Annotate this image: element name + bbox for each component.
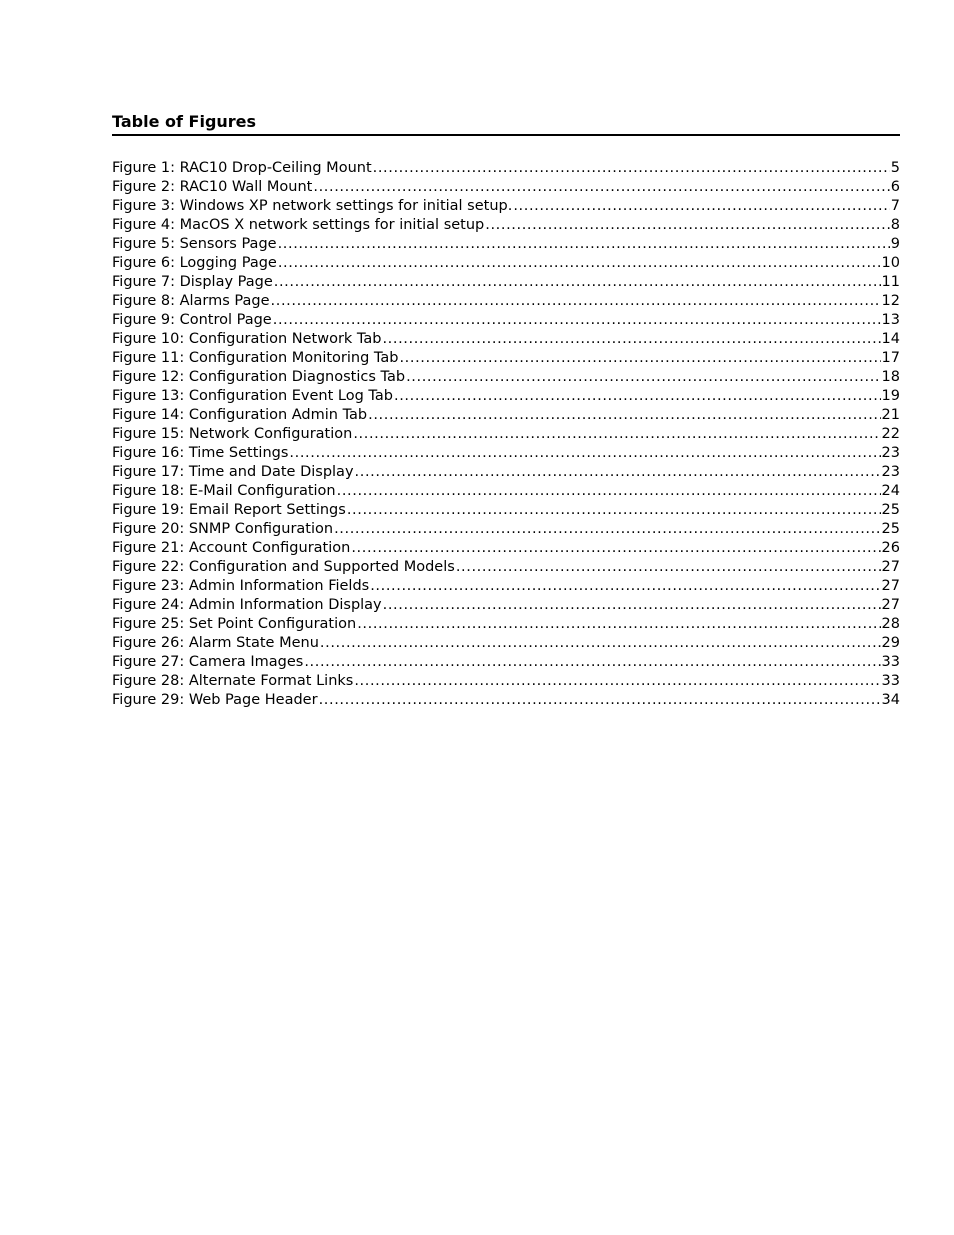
toc-entry-page-number: 11	[881, 274, 900, 290]
toc-entry-page-number: 28	[881, 616, 900, 632]
toc-entry[interactable]	[112, 406, 900, 425]
toc-entry-page-number: 9	[890, 236, 900, 252]
toc-entry-page-number: 29	[881, 635, 900, 651]
toc-entry[interactable]	[112, 254, 900, 273]
toc-entry-label: Figure 27: Camera Images	[112, 654, 304, 670]
toc-entry-page-number: 25	[881, 521, 900, 537]
toc-entry[interactable]	[112, 615, 900, 634]
toc-entry-page-number: 7	[890, 198, 900, 214]
dot-leader	[304, 653, 880, 672]
dot-leader	[485, 216, 890, 235]
toc-entry[interactable]	[112, 482, 900, 501]
toc-entry[interactable]	[112, 425, 900, 444]
dot-leader	[373, 159, 890, 178]
toc-entry-page-number: 27	[881, 578, 900, 594]
dot-leader	[278, 254, 881, 273]
toc-entry[interactable]	[112, 539, 900, 558]
toc-entry[interactable]	[112, 463, 900, 482]
toc-entry[interactable]	[112, 368, 900, 387]
dot-leader	[394, 387, 881, 406]
dot-leader	[383, 596, 881, 615]
toc-entry[interactable]	[112, 330, 900, 349]
toc-entry[interactable]	[112, 634, 900, 653]
toc-entry[interactable]	[112, 444, 900, 463]
toc-entry-label: Figure 29: Web Page Header	[112, 692, 318, 708]
toc-entry-label: Figure 5: Sensors Page	[112, 236, 277, 252]
dot-leader	[370, 577, 880, 596]
dot-leader	[278, 235, 890, 254]
toc-entry-label: Figure 16: Time Settings	[112, 445, 289, 461]
dot-leader	[368, 406, 880, 425]
dot-leader	[347, 501, 881, 520]
dot-leader	[271, 292, 881, 311]
toc-entry[interactable]	[112, 159, 900, 178]
toc-entry-label: Figure 12: Configuration Diagnostics Tab	[112, 369, 406, 385]
toc-entry-label: Figure 21: Account Configuration	[112, 540, 351, 556]
dot-leader	[273, 311, 881, 330]
toc-entry-page-number: 19	[881, 388, 900, 404]
toc-entry-page-number: 6	[890, 179, 900, 195]
toc-entry-page-number: 23	[881, 464, 900, 480]
toc-entry[interactable]	[112, 216, 900, 235]
dot-leader	[313, 178, 889, 197]
toc-entry-page-number: 5	[890, 160, 900, 176]
toc-entry-page-number: 13	[881, 312, 900, 328]
toc-entry-label: Figure 11: Configuration Monitoring Tab	[112, 350, 399, 366]
dot-leader	[320, 634, 881, 653]
dot-leader	[334, 520, 880, 539]
toc-entry-label: Figure 25: Set Point Configuration	[112, 616, 357, 632]
toc-entry-label: Figure 7: Display Page	[112, 274, 273, 290]
toc-entry-label: Figure 19: Email Report Settings	[112, 502, 346, 518]
toc-entry-label: Figure 26: Alarm State Menu	[112, 635, 319, 651]
dot-leader	[513, 197, 889, 216]
toc-entry-page-number: 8	[890, 217, 900, 233]
toc-entry-label: Figure 8: Alarms Page	[112, 293, 270, 309]
toc-entry[interactable]	[112, 178, 900, 197]
dot-leader	[351, 539, 880, 558]
toc-entry[interactable]	[112, 235, 900, 254]
toc-entry[interactable]	[112, 387, 900, 406]
toc-entry-label: Figure 15: Network Configuration	[112, 426, 353, 442]
toc-entry-page-number: 12	[881, 293, 900, 309]
toc-entry[interactable]	[112, 197, 900, 216]
toc-entry-page-number: 23	[881, 445, 900, 461]
dot-leader	[456, 558, 881, 577]
toc-entry-page-number: 17	[881, 350, 900, 366]
dot-leader	[319, 691, 881, 710]
toc-entry-label: Figure 6: Logging Page	[112, 255, 277, 271]
dot-leader	[357, 615, 880, 634]
dot-leader	[353, 425, 880, 444]
dot-leader	[289, 444, 880, 463]
dot-leader	[337, 482, 881, 501]
toc-entry-label: Figure 9: Control Page	[112, 312, 272, 328]
toc-entry[interactable]	[112, 311, 900, 330]
toc-entry-label: Figure 24: Admin Information Display	[112, 597, 382, 613]
toc-entry-page-number: 21	[881, 407, 900, 423]
toc-entry-label: Figure 22: Configuration and Supported Models	[112, 559, 455, 575]
toc-entry-label: Figure 17: Time and Date Display	[112, 464, 354, 480]
toc-entry-label: Figure 14: Configuration Admin Tab	[112, 407, 368, 423]
toc-entry-page-number: 25	[881, 502, 900, 518]
dot-leader	[399, 349, 880, 368]
toc-entry[interactable]	[112, 292, 900, 311]
toc-entry-label: Figure 1: RAC10 Drop-Ceiling Mount	[112, 160, 372, 176]
toc-entry[interactable]	[112, 349, 900, 368]
toc-entry-page-number: 22	[881, 426, 900, 442]
toc-entry-label: Figure 3: Windows XP network settings for initial setup.	[112, 198, 513, 214]
toc-entry[interactable]	[112, 501, 900, 520]
toc-entry-label: Figure 18: E-Mail Configuration	[112, 483, 336, 499]
dot-leader	[406, 368, 880, 387]
toc-entry-label: Figure 28: Alternate Format Links	[112, 673, 354, 689]
toc-entry-label: Figure 13: Configuration Event Log Tab	[112, 388, 393, 404]
toc-entry-page-number: 34	[881, 692, 900, 708]
toc-entry-label: Figure 10: Configuration Network Tab	[112, 331, 382, 347]
toc-entry[interactable]	[112, 596, 900, 615]
toc-entry-page-number: 33	[881, 673, 900, 689]
dot-leader	[354, 672, 880, 691]
toc-entry[interactable]	[112, 273, 900, 292]
toc-entry-page-number: 14	[881, 331, 900, 347]
toc-entry-label: Figure 2: RAC10 Wall Mount	[112, 179, 313, 195]
toc-entry[interactable]	[112, 653, 900, 672]
toc-entry-page-number: 27	[881, 559, 900, 575]
toc-entry-label: Figure 20: SNMP Configuration	[112, 521, 334, 537]
toc-entry[interactable]	[112, 558, 900, 577]
toc-entry[interactable]	[112, 672, 900, 691]
toc-entry[interactable]	[112, 691, 900, 710]
toc-entry[interactable]	[112, 577, 900, 596]
toc-entry-label: Figure 23: Admin Information Fields	[112, 578, 370, 594]
toc-entry-page-number: 26	[881, 540, 900, 556]
dot-leader	[274, 273, 881, 292]
toc-entry-page-number: 24	[881, 483, 900, 499]
toc-entry-page-number: 27	[881, 597, 900, 613]
document-page	[112, 112, 900, 710]
dot-leader	[355, 463, 881, 482]
toc-entry-page-number: 18	[881, 369, 900, 385]
toc-entry-page-number: 10	[881, 255, 900, 271]
toc-entry-label: Figure 4: MacOS X network settings for initial setup	[112, 217, 485, 233]
page-title: Table of Figures	[112, 112, 900, 136]
toc-entry[interactable]	[112, 520, 900, 539]
table-of-figures-list	[112, 159, 900, 710]
dot-leader	[382, 330, 880, 349]
toc-entry-page-number: 33	[881, 654, 900, 670]
